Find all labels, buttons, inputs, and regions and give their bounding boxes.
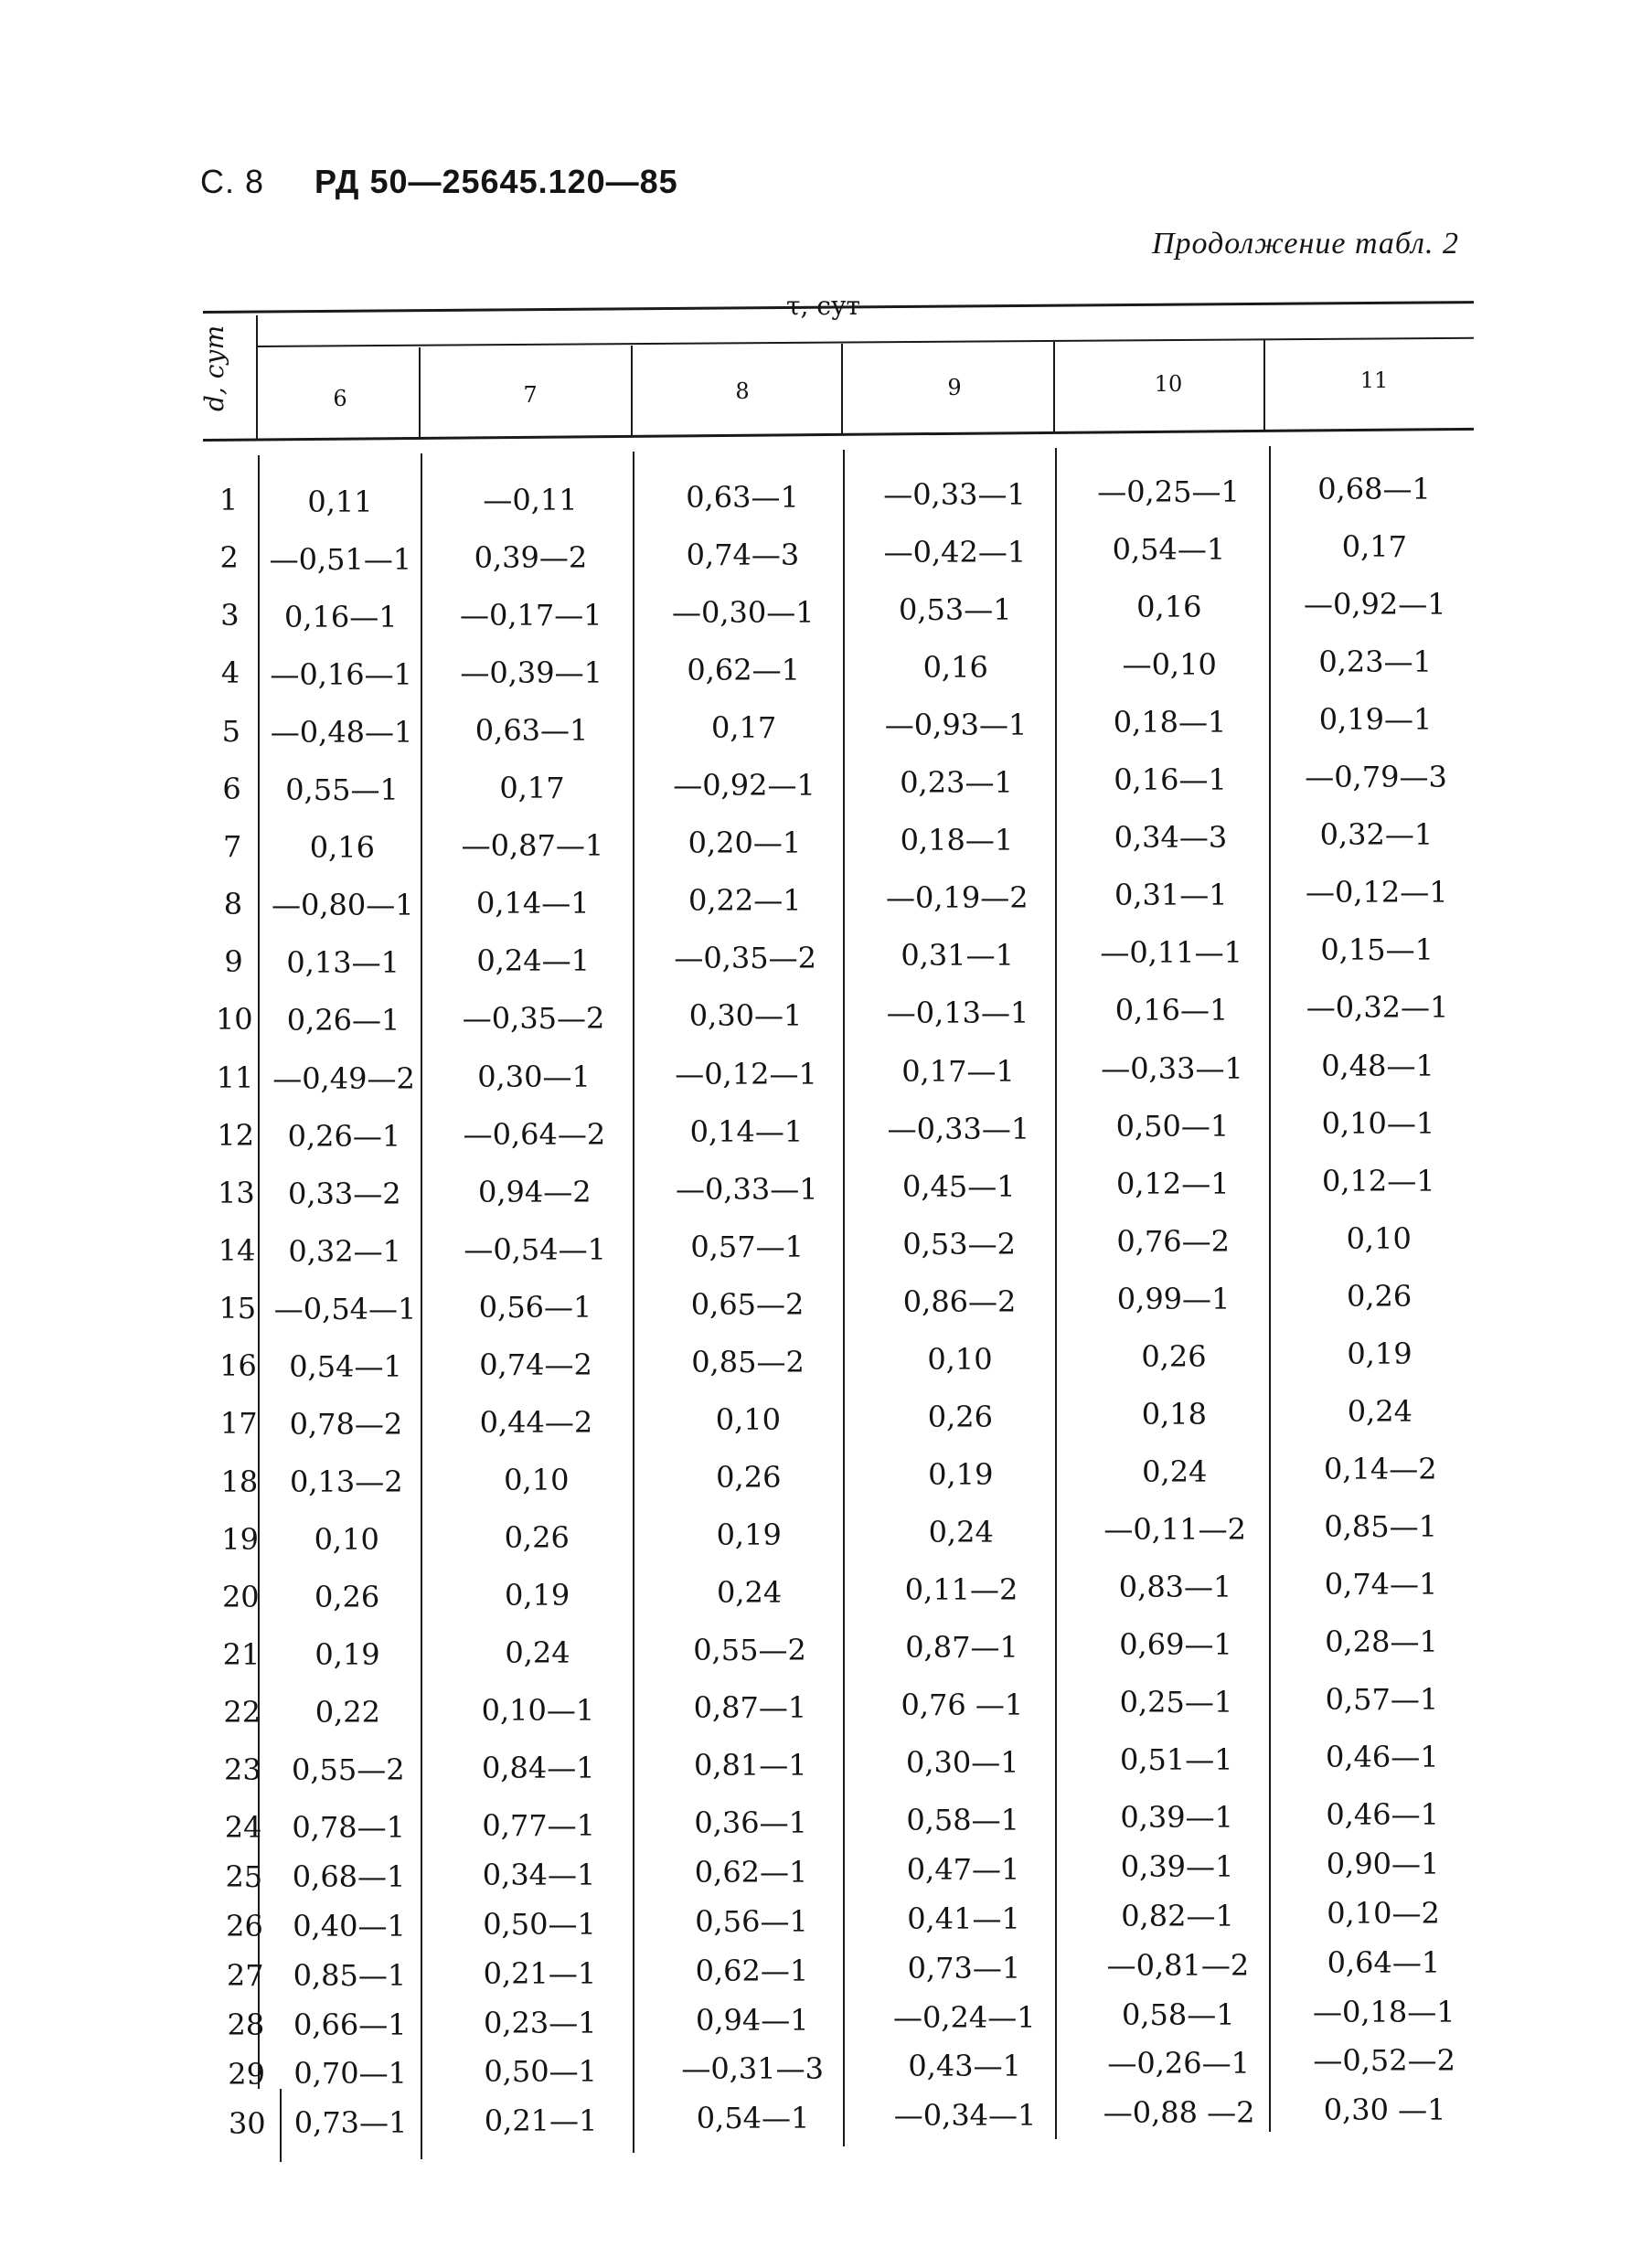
row-d-value: 5 (221, 713, 240, 749)
table-cell: 0,10 (314, 1521, 379, 1557)
table-cell: —0,42—1 (883, 535, 1027, 570)
row-d-value: 9 (224, 944, 243, 980)
table-cell: 0,14—1 (475, 886, 590, 921)
table-cell: —0,31—3 (681, 2051, 824, 2087)
table-cell: 0,76 —1 (901, 1688, 1024, 1723)
table-cell: —0,32—1 (1306, 990, 1449, 1026)
row-d-value: 26 (226, 1909, 263, 1944)
table-cell: 0,19—1 (1318, 702, 1433, 738)
row-d-value: 30 (228, 2106, 266, 2142)
table-cell: 0,26—1 (286, 1003, 400, 1038)
row-d-value: 18 (220, 1464, 259, 1499)
table-cell: 0,34—1 (482, 1858, 596, 1892)
table-cell: 0,85—1 (293, 1957, 407, 1993)
table-cell: —0,33—1 (887, 1111, 1030, 1146)
row-d-value: 16 (219, 1348, 257, 1384)
table-cell: 0,19 (716, 1517, 782, 1552)
table-cell: 0,62—1 (694, 1855, 808, 1890)
table-cell: 0,63—1 (474, 713, 589, 749)
table-cell: —0,11—1 (1100, 935, 1242, 971)
table-cell: 0,54—1 (696, 2101, 810, 2136)
table-cell: 0,18—1 (900, 823, 1014, 858)
table-cell: —0,64—2 (463, 1116, 606, 1152)
table-cell: —0,12—1 (1305, 875, 1448, 910)
table-cell: 0,46—1 (1326, 1797, 1439, 1833)
table-cell: —0,93—1 (884, 708, 1028, 743)
table-cell: —0,25—1 (1097, 474, 1240, 509)
table-cell: 0,30 —1 (1323, 2092, 1446, 2128)
table-cell: 0,50—1 (483, 1906, 596, 1942)
table-cell: 0,56—1 (695, 1903, 808, 1939)
table-cell: —0,92—1 (673, 768, 816, 804)
row-d-value: 14 (218, 1232, 256, 1268)
table-cell: 0,87—1 (905, 1630, 1018, 1665)
table-cell: 0,11—2 (904, 1571, 1018, 1607)
table-cell: 0,62—1 (695, 1953, 809, 1988)
table-cell: 0,65—2 (690, 1286, 805, 1322)
table-cell: 0,64—1 (1327, 1944, 1441, 1980)
table-cell: 0,31—1 (901, 938, 1014, 974)
row-d-value: 19 (221, 1521, 259, 1557)
row-d-value: 2 (219, 540, 239, 576)
table-cell: 0,23—1 (483, 2005, 597, 2040)
table-cell: 0,43—1 (908, 2049, 1021, 2084)
table-cell: —0,12—1 (675, 1056, 817, 1091)
table-cell: 0,16 (1136, 590, 1202, 625)
table-cell: 0,12—1 (1115, 1166, 1230, 1201)
table-cell: 0,24 (716, 1574, 783, 1610)
row-d-value: 8 (223, 887, 243, 922)
column-divider-rule (841, 344, 843, 435)
table-cell: —0,13—1 (886, 996, 1029, 1031)
table-cell: 0,19 (314, 1637, 380, 1672)
table-cell: 0,17 (710, 710, 777, 746)
document-code: РД 50—25645.120—85 (314, 163, 678, 200)
table-cell: 0,34—3 (1114, 820, 1228, 856)
table-cell: 0,10 (1346, 1220, 1412, 1256)
table-cell: 0,23—1 (900, 765, 1013, 801)
row-d-value: 23 (224, 1752, 261, 1788)
table-cell: 0,55—2 (693, 1633, 806, 1667)
table-cell: —0,54—1 (273, 1291, 417, 1326)
row-d-value: 11 (216, 1059, 254, 1095)
table-cell: 0,62—1 (687, 653, 800, 688)
table-cell: 0,30—1 (688, 998, 803, 1034)
table-cell: 0,10 (504, 1462, 570, 1497)
table-cell: —0,17—1 (459, 598, 602, 634)
table-cell: 0,99—1 (1116, 1281, 1231, 1316)
table-cell: 0,26 (927, 1399, 994, 1434)
table-cell: 0,17 (499, 771, 565, 806)
table-cell: 0,57—1 (1325, 1682, 1439, 1718)
table-cell: —0,33—1 (1101, 1050, 1243, 1086)
table-cell: 0,18—1 (1113, 705, 1227, 740)
table-cell: —0,24—1 (892, 1999, 1036, 2035)
table-cell: —0,19—2 (885, 880, 1029, 916)
table-cell: 0,83—1 (1118, 1569, 1232, 1604)
page-header (200, 163, 678, 201)
table-cell: 0,18 (1141, 1396, 1208, 1432)
table-cell: 0,78—2 (289, 1406, 403, 1442)
table-cell: 0,23—1 (1318, 644, 1432, 680)
table-cell: 0,66—1 (293, 2007, 407, 2042)
table-cell: 0,74—3 (686, 538, 800, 573)
table-cell: —0,11—2 (1103, 1511, 1246, 1547)
row-d-value: 24 (224, 1810, 262, 1846)
table-cell: 0,24 (928, 1514, 994, 1549)
table-cell: 0,16 (922, 650, 988, 686)
table-cell: 0,16—1 (1114, 993, 1229, 1028)
table-cell: —0,26—1 (1107, 2046, 1250, 2082)
table-cell: 0,53—2 (902, 1226, 1016, 1262)
table-cell: 0,30—1 (905, 1745, 1019, 1781)
column-header-tau-10: 10 (1154, 371, 1183, 397)
table-cell: —0,34—1 (893, 2098, 1037, 2134)
row-d-value: 22 (223, 1695, 261, 1730)
table-cell: 0,17 (1341, 529, 1408, 565)
table-cell: 0,16—1 (1114, 762, 1227, 798)
table-cell: 0,21—1 (484, 2103, 598, 2139)
row-d-value: 4 (220, 655, 240, 691)
table-cell: —0,81—2 (1106, 1947, 1250, 1983)
table-cell: 0,19 (504, 1577, 570, 1613)
header-bottom-rule (203, 428, 1474, 442)
table-cell: 0,26 (504, 1519, 570, 1555)
table-cell: 0,53—1 (898, 592, 1012, 628)
row-d-value: 3 (220, 598, 240, 634)
table-cell: 0,39—1 (1120, 1800, 1233, 1836)
table-cell: 0,84—1 (481, 1751, 595, 1786)
table-cell: 0,68—1 (1317, 472, 1431, 506)
table-cell: 0,56—1 (478, 1289, 592, 1325)
table-cell: 0,13—2 (289, 1464, 403, 1499)
table-cell: —0,35—2 (462, 1001, 605, 1037)
table-cell: —0,48—1 (270, 715, 413, 751)
table-cell: —0,33—1 (883, 477, 1026, 512)
table-cell: 0,68—1 (292, 1859, 406, 1894)
table-cell: —0,88 —2 (1103, 2095, 1255, 2131)
table-cell: 0,16 (309, 830, 376, 866)
table-cell: —0,33—1 (675, 1171, 818, 1207)
table-cell: 0,58—1 (1121, 1996, 1235, 2032)
tau-underline-rule (258, 337, 1474, 347)
table-cell: 0,47—1 (906, 1852, 1020, 1887)
table-cell: 0,78—1 (292, 1810, 405, 1846)
table-cell: —0,39—1 (460, 655, 602, 691)
column-divider-rule (1053, 342, 1055, 433)
table-cell: —0,87—1 (461, 828, 604, 864)
table-cell: 0,85—2 (691, 1344, 805, 1379)
table-cell: 0,70—1 (293, 2056, 407, 2092)
row-d-value: 25 (225, 1859, 263, 1895)
table-cell: 0,94—2 (477, 1174, 592, 1209)
table-cell: —0,11 (483, 483, 578, 517)
d-stub-header: d, сут (199, 325, 229, 411)
table-cell: 0,13—1 (286, 945, 400, 981)
table-cell: 0,11 (307, 484, 373, 519)
column-divider-rule (1263, 340, 1265, 431)
table-cell: 0,26—1 (287, 1118, 401, 1154)
table-cell: 0,44—2 (479, 1404, 593, 1440)
table-cell: 0,14—1 (689, 1113, 804, 1149)
table-cell: —0,80—1 (271, 888, 414, 923)
table-cell: 0,74—2 (479, 1347, 592, 1382)
table-cell: —0,49—2 (272, 1060, 415, 1096)
table-cell: 0,10 (715, 1401, 782, 1437)
table-cell: 0,24 (505, 1635, 570, 1670)
table-cell: 0,74—1 (1324, 1566, 1438, 1602)
table-cell: 0,22—1 (688, 883, 802, 919)
table-cell: 0,10—1 (1321, 1105, 1435, 1141)
table-cell: 0,39—2 (474, 540, 588, 576)
table-cell: 0,26 (314, 1579, 380, 1614)
table-cell: 0,26 (716, 1459, 782, 1495)
table-cell: 0,45—1 (901, 1168, 1016, 1204)
column-header-tau-6: 6 (333, 386, 347, 411)
row-d-value: 7 (223, 828, 242, 864)
table-cell: 0,50—1 (484, 2054, 597, 2090)
table-cell: 0,21—1 (483, 1955, 597, 1991)
row-d-value: 15 (219, 1291, 257, 1326)
table-cell: 0,63—1 (686, 480, 799, 515)
row-d-value: 29 (228, 2057, 265, 2092)
row-d-value: 6 (222, 771, 241, 806)
table-continuation-label: Продолжение табл. 2 (1151, 227, 1459, 261)
table-cell: 0,24—1 (476, 943, 590, 979)
column-divider-rule (419, 347, 421, 439)
table-cell: 0,77—1 (482, 1808, 595, 1844)
table-cell: 0,40—1 (293, 1908, 406, 1943)
table-cell: 0,55—1 (285, 772, 399, 808)
column-divider-rule (256, 315, 258, 439)
table-cell: —0,18—1 (1312, 1994, 1455, 2029)
table-cell: —0,35—2 (674, 941, 816, 976)
table-cell: 0,41—1 (907, 1901, 1020, 1936)
table-cell: 0,30—1 (477, 1059, 591, 1094)
table-cell: 0,46—1 (1325, 1740, 1439, 1775)
table-cell: 0,90—1 (1326, 1847, 1440, 1881)
table-cell: 0,54—1 (1112, 532, 1226, 568)
row-d-value: 13 (218, 1175, 255, 1210)
table-cell: 0,25—1 (1119, 1685, 1233, 1720)
table-cell: 0,58—1 (906, 1803, 1019, 1838)
table-cell: 0,28—1 (1325, 1624, 1438, 1659)
table-cell: —0,52—2 (1313, 2043, 1455, 2079)
table-cell: 0,17—1 (901, 1053, 1015, 1089)
table-cell: 0,32—1 (288, 1233, 401, 1269)
table-cell: 0,36—1 (694, 1805, 807, 1841)
row-d-value: 12 (217, 1117, 255, 1153)
table-cell: 0,14—2 (1323, 1451, 1437, 1486)
table-cell: 0,15—1 (1320, 932, 1434, 968)
table-cell: —0,30—1 (671, 595, 815, 631)
page-number: С. 8 (200, 163, 265, 200)
table-cell: 0,31—1 (1114, 878, 1228, 913)
table-cell: 0,32—1 (1319, 817, 1434, 853)
table-cell: 0,10—1 (481, 1693, 595, 1729)
row-d-value: 27 (226, 1958, 264, 1994)
table-cell: —0,54—1 (464, 1231, 606, 1267)
table-cell: 0,81—1 (693, 1748, 807, 1784)
table-cell: 0,10 (927, 1341, 993, 1377)
table-cell: 0,39—1 (1120, 1849, 1234, 1884)
table-cell: 0,33—2 (287, 1176, 401, 1211)
column-header-tau-7: 7 (523, 382, 538, 408)
table-cell: 0,94—1 (695, 2002, 809, 2038)
table-cell: 0,73—1 (907, 1950, 1021, 1986)
table-cell: 0,54—1 (289, 1348, 402, 1384)
table-cell: 0,86—2 (902, 1283, 1017, 1319)
column-header-tau-8: 8 (735, 378, 750, 404)
table-cell: 0,48—1 (1321, 1048, 1434, 1083)
table-cell: 0,24 (1347, 1393, 1413, 1429)
table-cell: 0,20—1 (688, 825, 802, 861)
row-d-value: 21 (222, 1637, 261, 1672)
table-cell: 0,22 (314, 1695, 381, 1730)
row-d-value: 20 (221, 1579, 260, 1614)
table-cell: 0,85—1 (1324, 1508, 1437, 1544)
table-cell: 0,57—1 (690, 1229, 804, 1264)
table-cell: 0,50—1 (1115, 1108, 1230, 1144)
row-d-value: 28 (227, 2007, 265, 2043)
row-d-value: 10 (215, 1002, 253, 1038)
column-header-tau-11: 11 (1359, 367, 1389, 393)
table-cell: 0,19 (928, 1456, 994, 1492)
column-header-tau-9: 9 (947, 375, 962, 400)
table-cell: 0,19 (1347, 1336, 1412, 1371)
table-cell: —0,16—1 (270, 657, 412, 693)
table-cell: 0,10—2 (1327, 1895, 1440, 1931)
table-cell: 0,55—2 (291, 1752, 405, 1788)
table-cell: 0,24 (1142, 1453, 1208, 1489)
tau-header: τ, сут (786, 291, 860, 321)
table-cell: —0,79—3 (1305, 760, 1447, 795)
table-cell: 0,16—1 (283, 600, 398, 635)
column-divider-rule (631, 346, 633, 437)
table-cell: 0,73—1 (293, 2105, 408, 2141)
table-cell: 0,69—1 (1119, 1627, 1232, 1662)
table-cell: 0,87—1 (693, 1690, 807, 1726)
table-cell: —0,51—1 (269, 542, 412, 578)
table-cell: 0,82—1 (1121, 1898, 1234, 1933)
row-d-value: 1 (219, 483, 239, 517)
table-cell: —0,10 (1122, 647, 1217, 683)
table-cell: 0,76—2 (1116, 1223, 1230, 1259)
table-cell: 0,26 (1346, 1278, 1412, 1314)
table-cell: —0,92—1 (1303, 587, 1446, 623)
table-cell: 0,26 (1141, 1338, 1207, 1374)
table-cell: 0,51—1 (1119, 1742, 1233, 1778)
row-d-value: 17 (219, 1406, 258, 1442)
table-cell: 0,12—1 (1321, 1163, 1435, 1198)
